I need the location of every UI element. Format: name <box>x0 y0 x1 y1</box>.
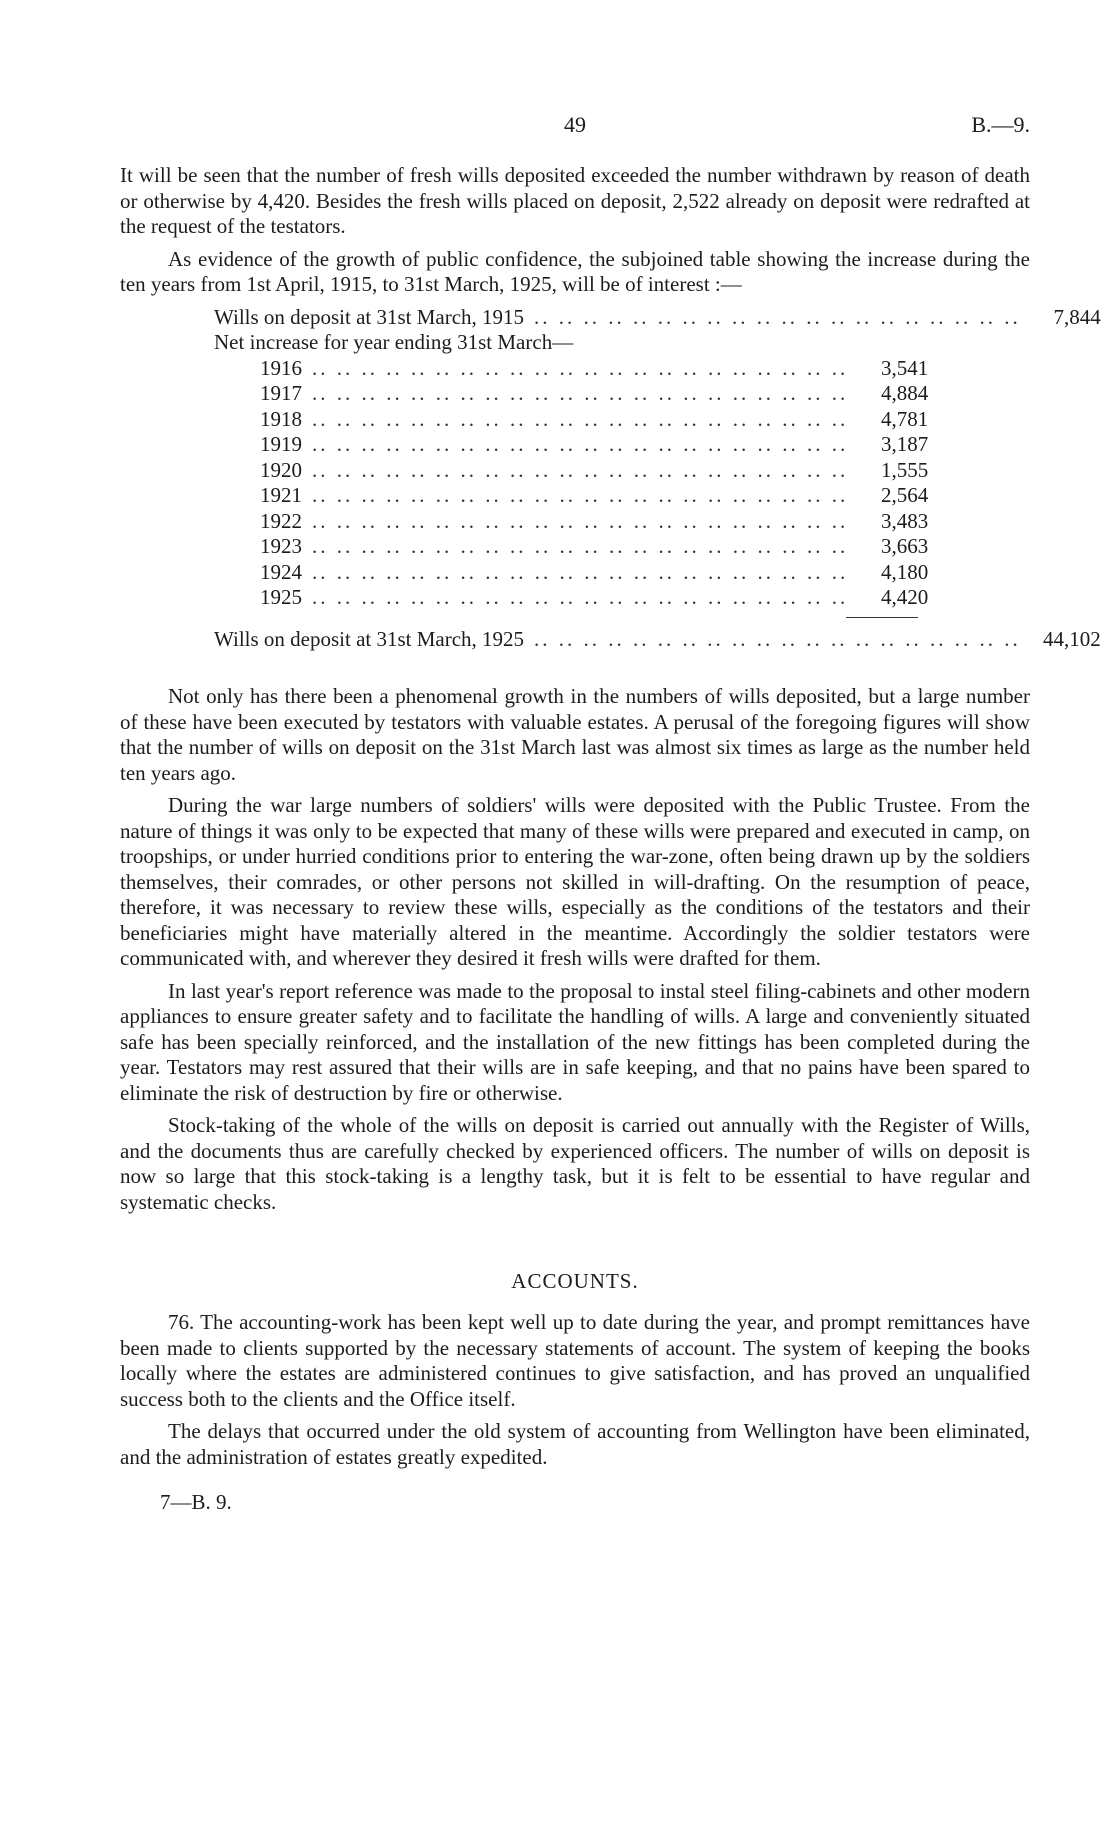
paragraph-steel-cabinets: In last year's report reference was made to the proposal to instal steel filing-cabinets and other modern appliances to ensure greater safety and to facilitate the handling of wills. A large and conveniently situated safe has been specially reinforced, and the installation of the new fittings has been completed during the year. Testators may rest assured that their wills are in safe keeping, and that no pains have been spared to eliminate the risk of destruction by fire or otherwise. <box>120 978 1030 1105</box>
wills-deposit-table <box>214 304 1101 653</box>
leader-dots: .. .. .. .. .. .. .. .. .. .. .. .. .. .. .. .. .. .. .. .. .. .. <box>312 406 849 431</box>
year-value: 4,884 <box>881 381 929 405</box>
year-value: 2,564 <box>881 483 929 507</box>
sum-rule <box>846 617 918 618</box>
year-value: 3,483 <box>881 508 929 533</box>
year-value: 3,541 <box>881 355 929 380</box>
leader-dots: .. .. .. .. .. .. .. .. .. .. .. .. .. .. .. .. .. .. .. .. .. .. <box>312 381 849 405</box>
leader-dots: .. .. .. .. .. .. .. .. .. .. .. .. .. .. .. .. .. .. .. .. <box>534 304 1021 329</box>
table-row <box>214 483 929 509</box>
year-label: 1918 <box>260 406 302 431</box>
table-row <box>214 559 929 586</box>
year-label: 1923 <box>260 534 302 558</box>
page-number: 49 <box>564 112 586 137</box>
paragraph-phenomenal-growth: Not only has there been a phenomenal growth in the numbers of wills deposited, but a large number of these have been executed by testators with valuable estates. A perusal of the foregoing figures will show that the number of wills on deposit on the 31st March last was almost six times as large as the number held ten years ago. <box>120 684 1030 785</box>
leader-dots: .. .. .. .. .. .. .. .. .. .. .. .. .. .. .. .. .. .. .. .. <box>534 626 1021 651</box>
opening-value: 7,844 <box>1053 304 1101 329</box>
year-rows <box>214 355 929 611</box>
paragraph-delays-eliminated: The delays that occurred under the old system of accounting from Wellington have been eliminated, and the administration of estates greatly expedited. <box>120 1419 1030 1469</box>
table-row <box>214 508 929 535</box>
opening-label: Wills on deposit at 31st March, 1915 <box>214 304 525 329</box>
leader-dots: .. .. .. .. .. .. .. .. .. .. .. .. .. .. .. .. .. .. .. .. .. .. <box>312 534 849 558</box>
page-header <box>120 112 1030 142</box>
leader-dots: .. .. .. .. .. .. .. .. .. .. .. .. .. .. .. .. .. .. .. .. .. .. <box>312 559 849 584</box>
year-value: 4,781 <box>881 406 929 431</box>
table-row-opening <box>214 304 1101 331</box>
year-label: 1922 <box>260 508 302 533</box>
year-value: 4,420 <box>881 585 929 609</box>
increase-heading: Net increase for year ending 31st March— <box>214 330 574 354</box>
table-increase-heading-row <box>214 330 918 356</box>
table-row <box>214 432 929 458</box>
paragraph-wills-exceeded: It will be seen that the number of fresh wills deposited exceeded the number withdrawn by reason of death or otherwise by 4,420. Besides the fresh wills placed on deposit, 2,522 already on deposit were redrafted at the request of the testators. <box>120 163 1030 238</box>
leader-dots: .. .. .. .. .. .. .. .. .. .. .. .. .. .. .. .. .. .. .. .. .. .. <box>312 457 849 482</box>
leader-dots: .. .. .. .. .. .. .. .. .. .. .. .. .. .. .. .. .. .. .. .. .. .. <box>312 355 849 380</box>
year-label: 1921 <box>260 483 302 507</box>
accounts-heading: ACCOUNTS. <box>511 1269 639 1293</box>
page-body <box>120 163 1101 1515</box>
paragraph-stock-taking: Stock-taking of the whole of the wills on deposit is carried out annually with the Register of Wills, and the documents thus are carefully checked by experienced officers. The number of wills on deposit is now so large that this stock-taking is a lengthy task, but it is felt to be essential to have regular and systematic checks. <box>120 1113 1030 1214</box>
document-code: B.—9. <box>971 112 1030 137</box>
closing-label: Wills on deposit at 31st March, 1925 <box>214 626 525 651</box>
paragraph-growth-intro: As evidence of the growth of public confidence, the subjoined table showing the increase during the ten years from 1st April, 1915, to 31st March, 1925, will be of interest :— <box>120 246 1030 296</box>
leader-dots: .. .. .. .. .. .. .. .. .. .. .. .. .. .. .. .. .. .. .. .. .. .. <box>312 483 849 507</box>
paragraph-accounting-work: 76. The accounting-work has been kept well up to date during the year, and prompt remittances have been made to clients supported by the necessary statements of account. The system of keeping the books locally where the estates are administered continues to give satisfaction, and has proved an unqualified success both to the clients and the Office itself. <box>120 1310 1030 1411</box>
table-row <box>214 381 929 407</box>
table-row <box>214 585 929 611</box>
year-label: 1916 <box>260 355 302 380</box>
leader-dots: .. .. .. .. .. .. .. .. .. .. .. .. .. .. .. .. .. .. .. .. .. .. <box>312 508 849 533</box>
year-label: 1920 <box>260 457 302 482</box>
closing-value: 44,102 <box>1043 626 1101 651</box>
sum-rule-row <box>214 611 918 623</box>
year-label: 1925 <box>260 585 302 609</box>
table-row <box>214 457 929 484</box>
table-row-closing <box>214 626 1101 653</box>
leader-dots: .. .. .. .. .. .. .. .. .. .. .. .. .. .. .. .. .. .. .. .. .. .. <box>312 585 849 609</box>
table-row <box>214 355 929 382</box>
footer-signature: 7—B. 9. <box>160 1490 232 1514</box>
paragraph-soldiers-wills: During the war large numbers of soldiers' wills were deposited with the Public Trustee. From the nature of things it was only to be expected that many of these wills were prepared and executed in camp, on troopships, or under hurried conditions prior to entering the war-zone, often being drawn up by the soldiers themselves, their comrades, or other persons not skilled in will-drafting. On the resumption of peace, therefore, it was necessary to review these wills, especially as the conditions of the testators and their beneficiaries might have materially altered in the meantime. Accordingly the soldier testators were communicated with, and wherever they desired it fresh wills were drafted for them. <box>120 793 1030 970</box>
year-value: 1,555 <box>881 457 929 482</box>
table-row <box>214 534 929 560</box>
year-value: 3,187 <box>881 432 929 456</box>
year-label: 1919 <box>260 432 302 456</box>
year-label: 1924 <box>260 559 302 584</box>
year-value: 3,663 <box>881 534 929 558</box>
year-value: 4,180 <box>881 559 929 584</box>
year-label: 1917 <box>260 381 302 405</box>
table-row <box>214 406 929 433</box>
leader-dots: .. .. .. .. .. .. .. .. .. .. .. .. .. .. .. .. .. .. .. .. .. .. <box>312 432 849 456</box>
